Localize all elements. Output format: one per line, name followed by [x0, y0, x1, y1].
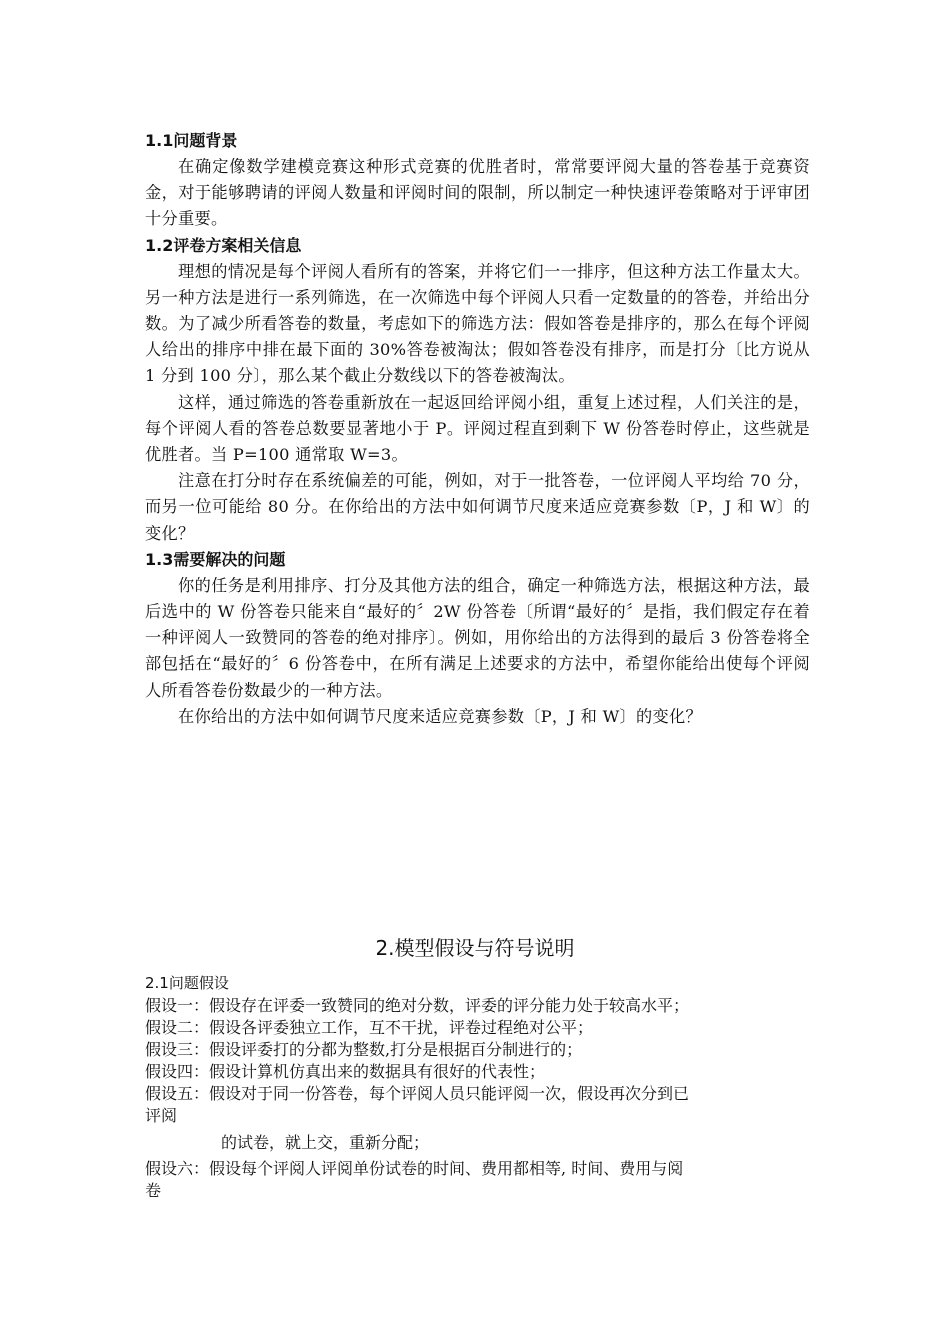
- paragraph-background: 在确定像数学建模竞赛这种形式竞赛的优胜者时，常常要评阅大量的答卷基于竞赛资金，对于能够聘请的评阅人数量和评阅时间的限制，所以制定一种快速评卷策略对于评审团十分重要。: [145, 157, 810, 229]
- heading-1-3: 1.3需要解决的问题: [145, 549, 286, 569]
- assumption-text: 假设评委打的分都为整数,打分是根据百分制进行的；: [209, 1040, 583, 1059]
- assumption-label: 假设四：: [145, 1062, 210, 1081]
- assumption-1: [145, 995, 810, 1017]
- assumption-5-wrap: 评阅: [145, 1106, 178, 1125]
- paragraph-bias: 注意在打分时存在系统偏差的可能，例如，对于一批答卷，一位评阅人平均给 70 分，而另一位可能给 80 分。在你给出的方法中如何调节尺度来适应竞赛参数〔P，J 和 W〕的变化？: [145, 471, 810, 543]
- assumption-4: [145, 1061, 810, 1083]
- assumption-label: 假设一：: [145, 996, 210, 1015]
- assumption-2: [145, 1017, 810, 1039]
- assumption-3: [145, 1039, 810, 1061]
- heading-1-2: 1.2评卷方案相关信息: [145, 235, 302, 255]
- assumption-label: 假设五：: [145, 1084, 210, 1103]
- assumption-text: 假设各评委独立工作，互不干扰，评卷过程绝对公平；: [209, 1018, 594, 1037]
- assumption-text: 假设存在评委一致赞同的绝对分数，评委的评分能力处于较高水平；: [209, 996, 690, 1015]
- assumption-text: 假设对于同一份答卷，每个评阅人员只能评阅一次，假设再次分到已: [209, 1084, 690, 1103]
- assumption-5: [145, 1083, 810, 1105]
- paragraph-process: 这样，通过筛选的答卷重新放在一起返回给评阅小组，重复上述过程，人们关注的是，每个评阅人看的答卷总数要显著地小于 P。评阅过程直到剩下 W 份答卷时停止，这些就是优胜者。当 P=100 通常取 W=3。: [145, 392, 810, 465]
- section-2-title: 2.模型假设与符号说明: [375, 936, 575, 960]
- assumption-text: 假设计算机仿真出来的数据具有很好的代表性；: [209, 1062, 546, 1081]
- section-1: [145, 128, 810, 730]
- heading-1-1: 1.1问题背景: [145, 131, 238, 150]
- paragraph-task: 你的任务是利用排序、打分及其他方法的组合，确定一种筛选方法，根据这种方法，最后选中的 W 份答卷只能来自“最好的〞2W 份答卷〔所谓“最好的〞是指，我们假定存在着一种评阅人一致赞同的答卷的绝对排序〕。例如，用你给出的方法得到的最后 3 份答卷将全部包括在“最好的〞6 份答卷中，在所有满足上述要求的方法中，希望你能给出使每个评阅人所看答卷份数最少的一种方法。: [145, 575, 810, 700]
- assumption-list: [145, 995, 810, 1202]
- assumption-text: 假设每个评阅人评阅单份试卷的时间、费用都相等, 时间、费用与阅: [209, 1159, 684, 1178]
- assumption-6-wrap: 卷: [145, 1181, 162, 1200]
- assumption-6: [145, 1158, 810, 1180]
- paragraph-scheme: 理想的情况是每个评阅人看所有的答案，并将它们一一排序，但这种方法工作量太大。另一种方法是进行一系列筛选，在一次筛选中每个评阅人只看一定数量的的答卷，并给出分数。为了减少所看答卷的数量，考虑如下的筛选方法：假如答卷是排序的，那么在每个评阅人给出的排序中排在最下面的 30%答卷被淘汰；假如答卷没有排序，而是打分〔比方说从 1 分到 100 分〕，那么某个截止分数线以下的答卷被淘汰。: [145, 261, 810, 386]
- paragraph-question: 在你给出的方法中如何调节尺度来适应竞赛参数〔P，J 和 W〕的变化？: [178, 706, 702, 726]
- assumption-label: 假设六：: [145, 1159, 210, 1178]
- assumption-5-continuation: 的试卷，就上交，重新分配；: [221, 1133, 430, 1152]
- assumption-label: 假设三：: [145, 1040, 210, 1059]
- heading-2-1: 2.1问题假设: [145, 974, 229, 992]
- assumption-label: 假设二：: [145, 1018, 210, 1037]
